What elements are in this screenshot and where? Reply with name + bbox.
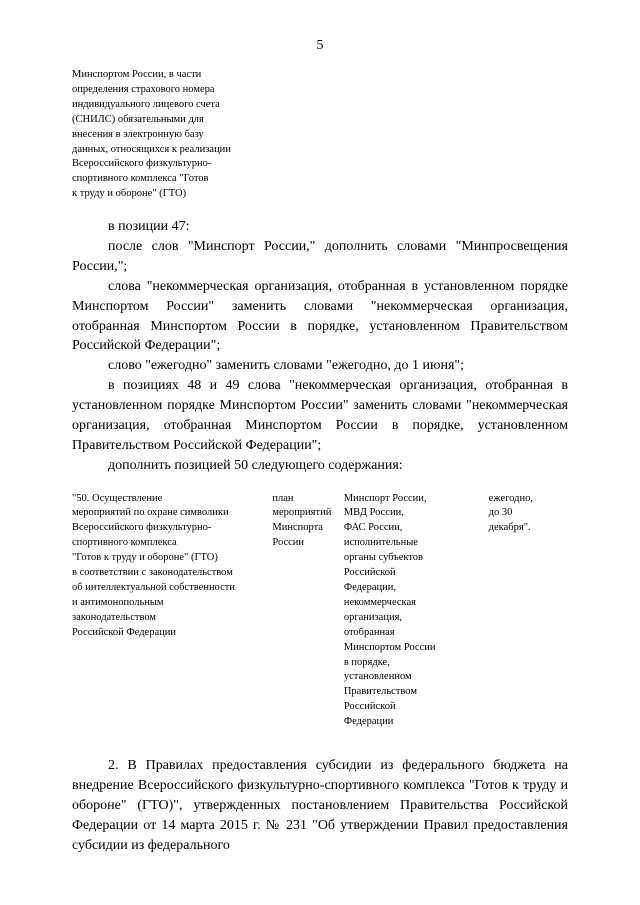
table-cell-line: Федерации <box>343 716 394 728</box>
table-cell-line: спортивного комплекса <box>72 537 177 549</box>
position-50-table <box>72 492 568 731</box>
table-cell-line: органы субъектов <box>343 552 424 564</box>
header-note <box>72 68 272 202</box>
table-cell-line: МВД России, <box>343 507 404 519</box>
table-cell-line: Всероссийского физкультурно- <box>72 522 212 534</box>
table-cell-line: мероприятий <box>272 507 332 519</box>
table-cell-line: декабря". <box>488 522 531 534</box>
table-cell-line: в порядке, <box>343 656 390 668</box>
table-cell-line: Правительством <box>343 686 418 698</box>
table-cell-line: мероприятий по охране символики <box>72 507 229 519</box>
header-note-line: к труду и обороне" (ГТО) <box>72 188 187 200</box>
table-cell-line: законодательством <box>72 611 157 623</box>
table-cell-line: Российской <box>343 701 396 713</box>
table-cell-line: организация, <box>343 611 403 623</box>
table-cell-line: ФАС России, <box>343 522 403 534</box>
paragraph: слова "некоммерческая организация, отобранная в установленном порядке Минспортом России" заменить словами "некоммерческая организация, отобранная Минспортом России в порядке, установленном Правительством Российской Федерации"; <box>72 278 568 354</box>
header-note-line: спортивного комплекса "Готов <box>72 173 209 185</box>
header-note-line: Всероссийского физкультурно- <box>72 158 212 170</box>
header-note-line: внесения в электронную базу <box>72 128 204 140</box>
header-note-line: индивидуального лицевого счета <box>72 98 220 110</box>
table-cell-line: и антимонопольным <box>72 596 164 608</box>
table-cell-line: об интеллектуальной собственности <box>72 581 235 593</box>
header-note-line: Минспортом России, в части <box>72 69 202 80</box>
table-column-deadline <box>489 492 568 731</box>
paragraph: в позиции 47: <box>108 219 190 235</box>
table-cell-line: Минспорта <box>272 522 323 534</box>
table-cell-line: ежегодно, <box>488 492 533 504</box>
table-cell-line: в соответствии с законодательством <box>72 567 233 579</box>
paragraph: дополнить позицией 50 следующего содержания: <box>108 457 403 473</box>
paragraph: слово "ежегодно" заменить словами "ежегодно, до 1 июня"; <box>108 358 465 374</box>
table-cell-line: "50. Осуществление <box>72 492 163 504</box>
table-cell-line: установленном <box>343 671 412 683</box>
header-note-line: (СНИЛС) обязательными для <box>72 113 204 125</box>
tail-block <box>72 756 568 855</box>
table-cell-line: Минспорт России, <box>343 492 427 504</box>
table-cell-line: исполнительные <box>343 537 418 549</box>
amendments-block <box>72 217 568 475</box>
table-cell-line: Минспортом России <box>343 641 436 653</box>
table-column-executors <box>344 492 489 731</box>
header-note-line: данных, относящихся к реализации <box>72 143 231 155</box>
table-cell-line: "Готов к труду и обороне" (ГТО) <box>72 552 218 564</box>
paragraph: в позициях 48 и 49 слова "некоммерческая организация, отобранная в установленном порядке Минспортом России" заменить словами "некоммерческая организация, отобранная Минспортом России в порядке, установленном Правительством Российской Федерации"; <box>72 378 568 453</box>
document-content <box>72 68 568 855</box>
table-cell-line: Российской <box>343 567 396 579</box>
paragraph: 2. В Правилах предоставления субсидии из федерального бюджета на внедрение Всероссийского физкультурно-спортивного комплекса "Готов к труду и обороне" (ГТО)", утвержденных постановлением Правительства Российской Федерации от 14 марта 2015 г. № 231 "Об утверждении Правил предоставления субсидии из федерального <box>72 758 568 853</box>
table-cell-line: отобранная <box>343 626 395 638</box>
table-cell-line: Российской Федерации <box>72 626 176 638</box>
paragraph: после слов "Минспорт России," дополнить словами "Минпросвещения России,"; <box>72 239 568 274</box>
header-note-line: определения страхового номера <box>72 83 215 95</box>
table-cell-line: до 30 <box>488 507 513 519</box>
table-cell-line: некоммерческая <box>343 596 416 608</box>
table-cell-line: план <box>272 492 294 504</box>
table-cell-line: Федерации, <box>343 581 397 593</box>
table-column-document <box>272 492 343 731</box>
table-column-measure <box>72 492 272 731</box>
table-cell-line: России <box>272 537 305 549</box>
page-number: 5 <box>316 38 324 53</box>
